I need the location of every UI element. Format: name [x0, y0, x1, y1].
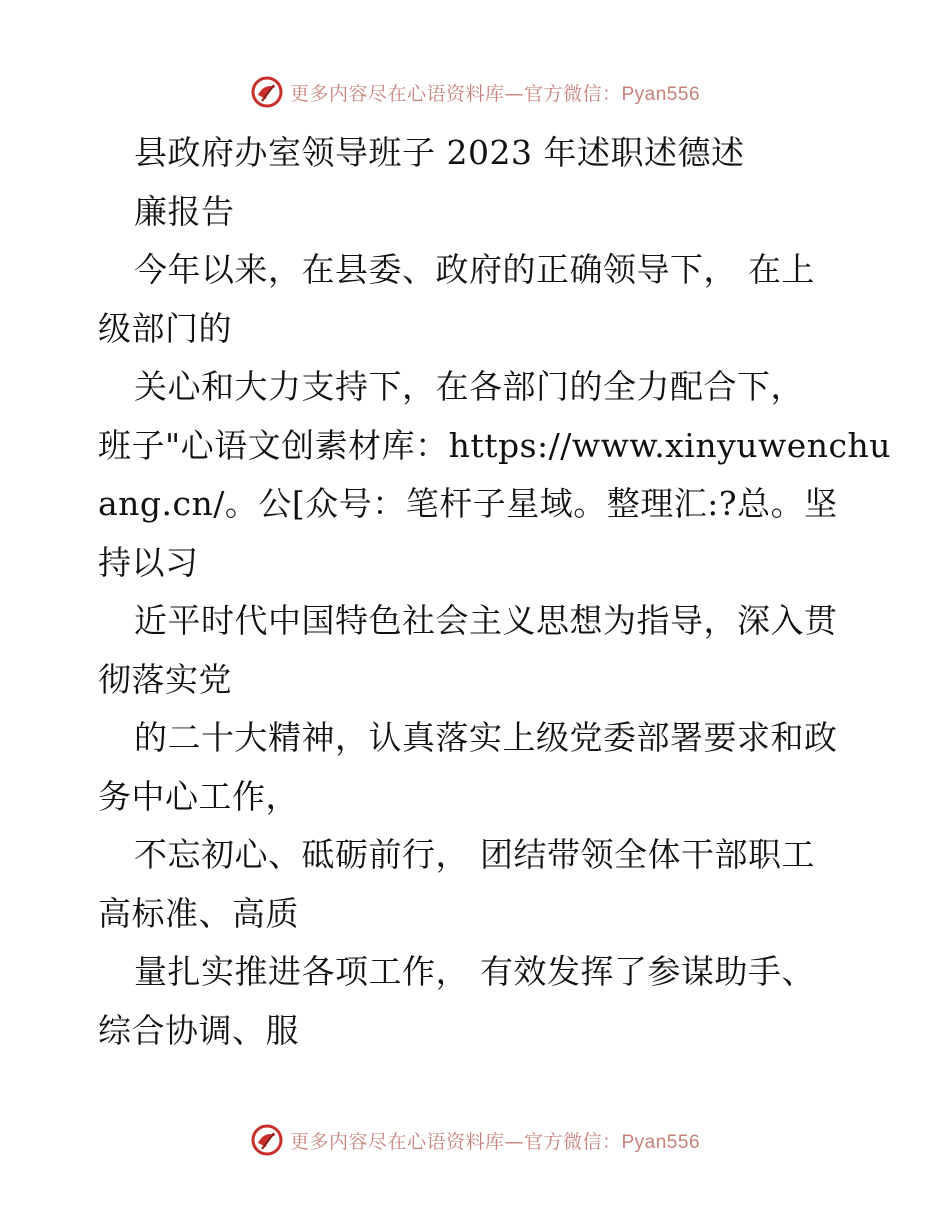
document-line: 级部门的 — [98, 308, 232, 348]
document-line: 班子"心语文创素材库：https://www.xinyuwenchu — [98, 425, 892, 465]
document-body — [98, 124, 892, 1060]
document-line: 的二十大精神，认真落实上级党委部署要求和政 — [134, 718, 838, 757]
document-line: 今年以来，在县委、政府的正确领导下， 在上 — [134, 250, 815, 289]
footer-watermark — [0, 1120, 950, 1160]
document-line: 量扎实推进各项工作， 有效发挥了参谋助手、 — [134, 952, 815, 991]
document-line: 近平时代中国特色社会主义思想为指导，深入贯 — [134, 601, 838, 640]
red-swirl-logo-icon — [250, 1123, 284, 1157]
document-line: ang.cn/。公[众号：笔杆子星域。整理汇:?总。坚 — [98, 484, 838, 523]
document-line: 务中心工作， — [98, 776, 299, 816]
document-line: 关心和大力支持下，在各部门的全力配合下， — [134, 367, 804, 406]
document-line: 县政府办室领导班子 2023 年述职述德述 — [134, 133, 745, 172]
document-line: 持以习 — [98, 542, 199, 582]
document-line: 综合协调、服 — [98, 1010, 299, 1050]
red-swirl-logo-icon — [250, 75, 284, 109]
document-line: 高标准、高质 — [98, 893, 299, 933]
document-line: 廉报告 — [134, 191, 235, 231]
watermark-text — [290, 1127, 700, 1154]
watermark-wechat-id: Pyan556 — [621, 1131, 701, 1153]
document-line: 不忘初心、砥砺前行， 团结带领全体干部职工 — [134, 835, 815, 874]
watermark-wechat-id: Pyan556 — [621, 83, 701, 105]
document-line: 彻落实党 — [98, 659, 232, 699]
watermark-label: 更多内容尽在心语资料库—官方微信： — [289, 1130, 622, 1153]
watermark-text — [290, 79, 700, 106]
watermark-label: 更多内容尽在心语资料库—官方微信： — [289, 82, 622, 105]
header-watermark — [0, 72, 950, 112]
